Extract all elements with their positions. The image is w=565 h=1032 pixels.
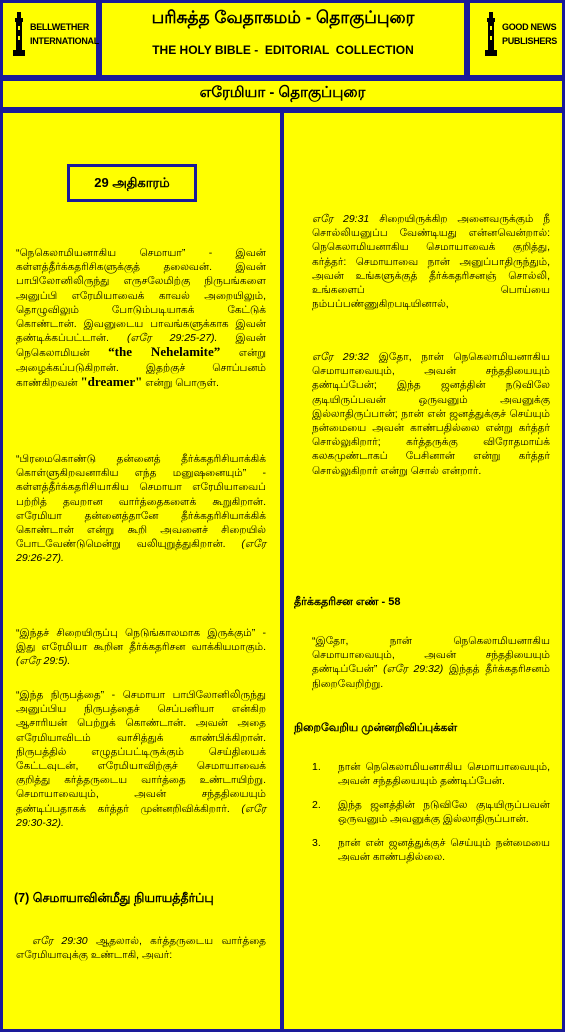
chapter-number-label: 29 அதிகாரம் [94, 174, 170, 190]
publisher-left-line1: BELLWETHER [30, 22, 89, 32]
prophecy-number-heading: தீர்க்கதரிசன எண் - 58 [294, 596, 401, 608]
list-item: 2. இந்த ஜனத்தின் நடுவிலே குடியிருப்பவன் ஒருவனும் அவனுக்கு இல்லாதிருப்பான். [312, 799, 550, 825]
chapter-number-box [67, 164, 197, 202]
good-news-logo [482, 10, 557, 58]
publisher-left-line2: INTERNATIONAL [30, 36, 99, 46]
verse-reference: (எரே 29:30-32). [16, 802, 266, 829]
verse-reference: (எரே 29:5). [16, 655, 71, 668]
verse-29-32: எரே 29:32 இதோ, நான் நெகெலாமியனாகிய செமாயாவையும், அவன் சந்ததியையும் தண்டிப்பேன்; இந்த ஜனத்தின் நடுவிலே குடியிருப்பவன் ஒருவனும் அவனுக்கு இல்லாதிருப்பான்; நான் என் ஜனத்துக்குச் செய்யும் நன்மையை அவன் காண்பதில்லை என்று கர்த்தர் சொல்லுகிறார்; கர்த்தருக்கு விரோதமாய்க் கலகமுண்டாகப் பேசினான் என்று கர்த்தர் சொல்லுகிறார் என்று சொல் என்றார். [312, 351, 551, 477]
fulfilled-predictions-heading: நிறைவேறிய முன்னறிவிப்புக்கள் [294, 722, 458, 734]
english-term: "dreamer" [80, 373, 143, 389]
paragraph-prophecy-fulfilled: “இதோ, நான் நெகெலாமியனாகிய செமாயாவையும், அவன் சந்ததியையும் தண்டிப்பேன்” (எரே 29:32) இந்தத் தீர்க்கதரிசனம் நிறைவேறிற்று. [312, 635, 550, 690]
list-item: 3. நான் என் ஜனத்துக்குச் செய்யும் நன்மையை அவன் காண்பதில்லை. [312, 837, 550, 863]
verse-reference: (எரே 29:25-27). [126, 332, 218, 345]
publisher-right-line2: PUBLISHERS [502, 36, 558, 46]
bible-title-tamil: பரிசுத்த வேதாகமம் - தொகுப்புரை [151, 8, 415, 27]
chapter-bar-title: எரேமியா - தொகுப்புரை [199, 84, 366, 101]
fulfilled-predictions-list [312, 760, 550, 874]
verse-29-31: எரே 29:31 சிறையிருக்கிற அனைவருக்கும் நீ சொல்லியனுப்ப வேண்டியது என்னவென்றால்: நெகெலாமியனாகிய செமாயாவைக் குறித்து, கர்த்தர்: செமாயாவை நான் அனுப்பாதிருந்தும், அவன் உங்களுக்குத் தீர்க்கதரிசனஞ் சொல்லி, உங்களைப் பொய்யை நம்பப்பண்ணுகிறபடியினால், [312, 213, 551, 311]
paragraph-this-letter: “இந்த நிருபத்தை” - செமாயா பாபிலோனிலிருந்து அனுப்பிய நிருபத்தைச் செப்பனியா என்கிற ஆசாரியன் பெற்றுக் கொண்டான். அவன் அதை எரேமியாவிடம் வாசித்துக் காண்பிக்கிறான். நிருபத்தில் எழுதப்பட்டிருக்கும் செய்தியைக் கேட்டவுடன், எரேமியாவிற்குச் செமாயாவைக் குறித்து கர்த்தருடைய வார்த்தை உண்டாயிற்று. செமாயாவையும், அவன் சந்ததியையும் தண்டிப்பதாகக் கர்த்தர் முன்னறிவிக்கிறார். (எரே 29:30-32). [16, 689, 266, 829]
bible-title-english: THE HOLY BIBLE - EDITORIAL COLLECTION [152, 43, 414, 57]
publisher-right-line1: GOOD NEWS [502, 22, 557, 32]
verse-reference: (எரே 29:32) [383, 663, 444, 676]
section-heading-judgment: (7) செமாயாவின்மீது நியாயத்தீர்ப்பு [14, 891, 214, 905]
paragraph-long-captivity: “இந்தச் சிறையிருப்பு நெடுங்காலமாக இருக்கும்” - இது எரேமியா கூறின தீர்க்கதரிசன வாக்கியமாகும். (எரே 29:5). [16, 627, 266, 668]
verse-reference: எரே 29:31 [312, 213, 370, 225]
verse-reference: எரே 29:32 [312, 351, 370, 363]
verse-reference: (எரே 29:26-27). [16, 538, 266, 565]
bellwether-logo [10, 10, 99, 58]
list-item: 1. நான் நெகெலாமியனாகிய செமாயாவையும், அவன் சந்ததியையும் தண்டிப்பேன். [312, 761, 550, 787]
english-term: “the Nehelamite” [108, 344, 221, 360]
paragraph-semaiah-intro: “நெகெலாமியனாகிய செமாயா” - இவன் கள்ளத்தீர்க்கதரிசிகளுக்குத் தலைவன். இவன் பாபிலோனிலிருந்து எருசலேமிற்கு நிருபங்களை அனுப்பி எரேமியாவைக் காவல் அறையிலும், தொழுவிலும் போடும்படியாகக் கேட்டுக் கொண்டான். இவனுடைய பாவங்களுக்காக இவன் தண்டிக்கப்பட்டான். (எரே 29:25-27). இவன் நெகெலாமியன் “the Nehelamite” என்று அழைக்கப்படுகிறான். இதற்குச் சொப்பனம் காண்கிறவன் "dreamer" என்று பொருள். [16, 247, 267, 389]
tower-icon [10, 10, 28, 58]
tower-icon [482, 10, 500, 58]
verse-reference: எரே 29:30 [32, 935, 88, 947]
verse-29-30: எரே 29:30 ஆதலால், கர்த்தருடைய வார்த்தை எரேமியாவுக்கு உண்டாகி, அவர்: [16, 935, 267, 962]
paragraph-mad-man: “பிரமைகொண்டு தன்னைத் தீர்க்கதரிசியாக்கிக் கொள்ளுகிறவனாகிய எந்த மனுஷனையும்” - கள்ளத்தீர்க்கதரிசியாகிய செமாயா எரேமியாவைப் பற்றித் தவறான வார்த்தைகளைக் கூறுகிறான். எரேமியா தன்னைத்தானே தீர்க்கதரிசியாக்கிக் கொண்டான் என்று கூறி அவனைச் சிறையில் போடவேண்டுமென்று வலியுறுத்துகிறான். (எரே 29:26-27). [16, 453, 266, 565]
